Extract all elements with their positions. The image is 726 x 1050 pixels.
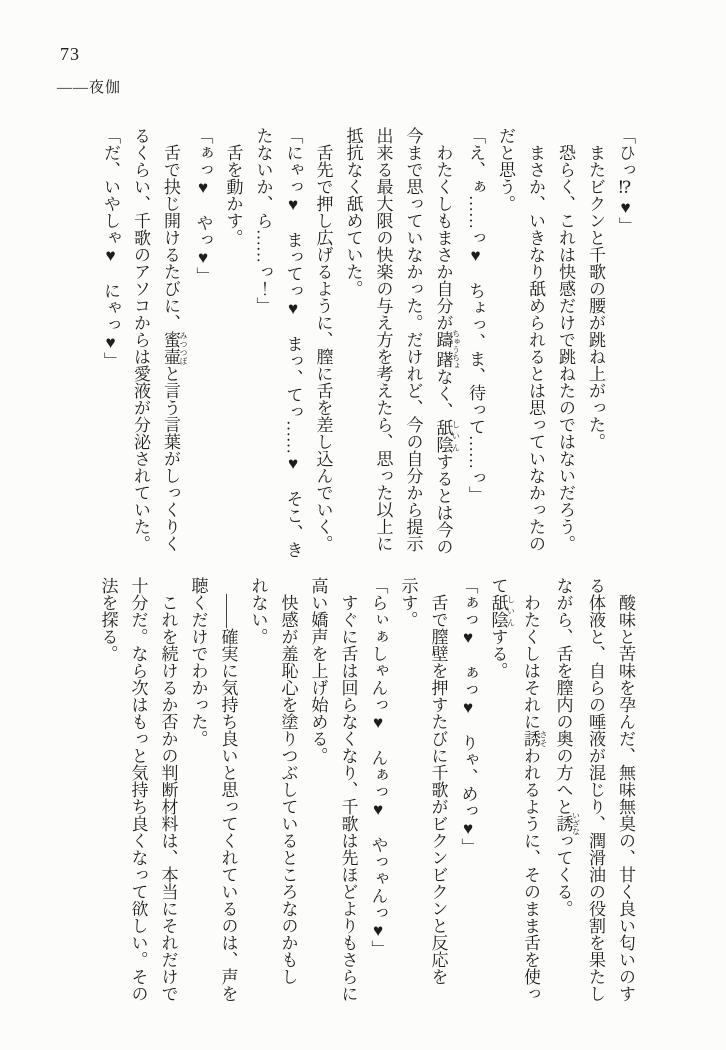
- text-line: 「ぁっ♥ ぁっ♥ りゃ、めっ♥」: [458, 577, 478, 855]
- text-line: ――確実に気持ち良いと思ってくれているのは、声を: [218, 594, 238, 1002]
- text-line: すぐに舌は回らなくなり、千歌は先ほどよりもさらに: [338, 594, 358, 1002]
- text-line: 快感が羞恥心を塗りつぶしているところなのかもし: [278, 594, 298, 985]
- text-line: 舌で膣壁を押すたびに千歌がビクンビクンと反応を: [428, 594, 448, 985]
- text-line: まさか、いきなり舐められるとは思っていなかったの: [526, 144, 545, 552]
- text-line: て舐陰 しいんする。: [488, 577, 516, 679]
- text-line: 聴くだけでわかった。: [188, 577, 208, 747]
- text-line: 舌で抉じ開けるたびに、蜜壷 みつつぼと言う言葉がしっくりく: [161, 144, 188, 552]
- text-line: 酸味と苦味を孕んだ、無味無臭の、甘く良い匂いのす: [616, 594, 635, 1002]
- text-line: 「だ、いやしゃ♥ にゃっ♥」: [101, 127, 120, 369]
- text-line: 「らぃぁしゃんっ♥ んぁっ♥ やっゃんっ♥」: [368, 577, 388, 957]
- text-line: 舌を動かす。: [223, 144, 243, 246]
- text-line: これを続けるか否かの判断材料は、本当にそれだけで: [158, 594, 178, 1002]
- text-line: るくらい、千歌のアソコからは愛液が分泌されていた。: [131, 127, 150, 552]
- text-line: 「ぁっ♥ やっ♥」: [193, 127, 213, 284]
- text-line: 示す。: [398, 577, 418, 628]
- text-line: わたくしはそれに誘 さそわれるように、そのまま舌を使っ: [521, 594, 548, 1002]
- text-line: れない。: [248, 577, 268, 645]
- text-line: 「え、ぁ……っ♥ ちょっ、ま、待って……っ」: [466, 127, 485, 503]
- text-line: またビクンと千歌の腰が跳ね上がった。: [586, 144, 605, 450]
- text-line: 「ひっ⁉♥」: [616, 127, 635, 234]
- text-line: だと思う。: [496, 127, 515, 212]
- text-line: 今まで思っていなかった。だけれど、今の自分から提示: [403, 127, 423, 552]
- text-line: わたくしもまさか自分が躊躇 ちゅうちょなく、舐陰 しいんするとは今の: [433, 144, 461, 555]
- text-line: ながら、舌を膣内の奥の方へと誘 いざなってくる。: [553, 577, 581, 917]
- text-line: る体液と、自らの唾液が混じり、潤滑油の役割を果たし: [586, 577, 605, 1002]
- text-line: 出来る最大限の快楽の与え方を考えたら、思った以上に: [373, 127, 393, 552]
- text-line: 法を探る。: [98, 577, 118, 662]
- text-block-bottom: [93, 577, 641, 1017]
- text-line: 「にゃっ♥ まってっ♥ まっ、てっ……♥ そこ、き: [283, 127, 303, 558]
- chapter-header: ――夜伽: [57, 80, 122, 96]
- text-line: 高い嬌声を上げ始める。: [308, 577, 328, 764]
- text-line: 舌先で押し広げるように、膣に舌を差し込んでいく。: [313, 144, 333, 552]
- text-line: たないか、ら……っ！」: [253, 127, 273, 314]
- page-number: 73: [60, 44, 80, 64]
- text-line: 抵抗なく舐めていた。: [343, 127, 363, 297]
- text-line: 十分だ。なら次はもっと気持ち良くなって欲しい。その: [128, 577, 148, 1002]
- text-block-top: [95, 127, 640, 567]
- text-line: 恐らく、これは快感だけで跳ねたのではないだろう。: [556, 144, 575, 552]
